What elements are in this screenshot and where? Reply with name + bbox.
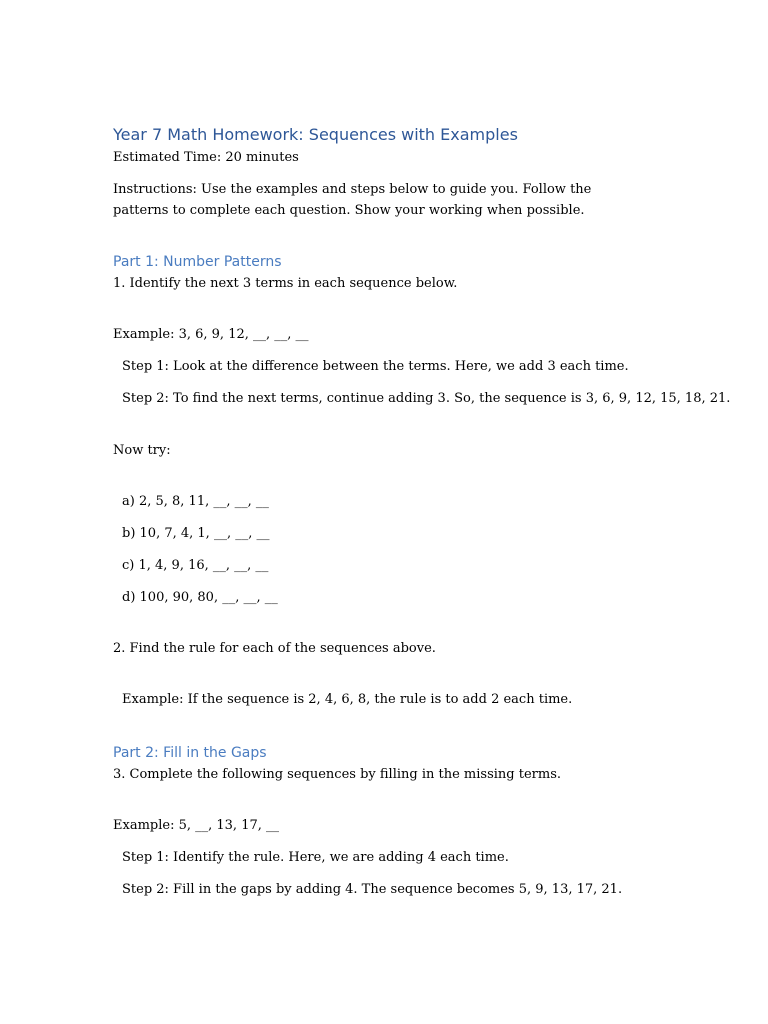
page-title: Year 7 Math Homework: Sequences with Examples (113, 125, 518, 144)
now-try-label: Now try: (113, 443, 171, 458)
question-1: 1. Identify the next 3 terms in each sequence below. (113, 276, 458, 291)
part1-step-2: Step 2: To find the next terms, continue adding 3. So, the sequence is 3, 6, 9, 12, 15, 18, 21. (122, 391, 731, 406)
question-3: 3. Complete the following sequences by filling in the missing terms. (113, 767, 562, 782)
estimated-time: Estimated Time: 20 minutes (113, 150, 299, 165)
exercise-a: a) 2, 5, 8, 11, __, __, __ (122, 494, 269, 509)
part2-step-1: Step 1: Identify the rule. Here, we are adding 4 each time. (122, 850, 509, 865)
question-2-example: Example: If the sequence is 2, 4, 6, 8, the rule is to add 2 each time. (122, 692, 573, 707)
part2-step-2: Step 2: Fill in the gaps by adding 4. The sequence becomes 5, 9, 13, 17, 21. (122, 882, 623, 897)
part1-heading: Part 1: Number Patterns (113, 254, 282, 270)
exercise-b: b) 10, 7, 4, 1, __, __, __ (122, 526, 270, 541)
instructions: Instructions: Use the examples and steps below to guide you. Follow the patterns to complete each question. Show your working when possible. (113, 182, 592, 218)
exercise-c: c) 1, 4, 9, 16, __, __, __ (122, 558, 269, 573)
part2-example: Example: 5, __, 13, 17, __ (113, 818, 279, 833)
part1-example: Example: 3, 6, 9, 12, __, __, __ (113, 327, 309, 342)
part1-step-1: Step 1: Look at the difference between the terms. Here, we add 3 each time. (122, 359, 629, 374)
part2-heading: Part 2: Fill in the Gaps (113, 745, 267, 761)
question-2: 2. Find the rule for each of the sequences above. (113, 641, 436, 656)
exercise-d: d) 100, 90, 80, __, __, __ (122, 590, 278, 605)
